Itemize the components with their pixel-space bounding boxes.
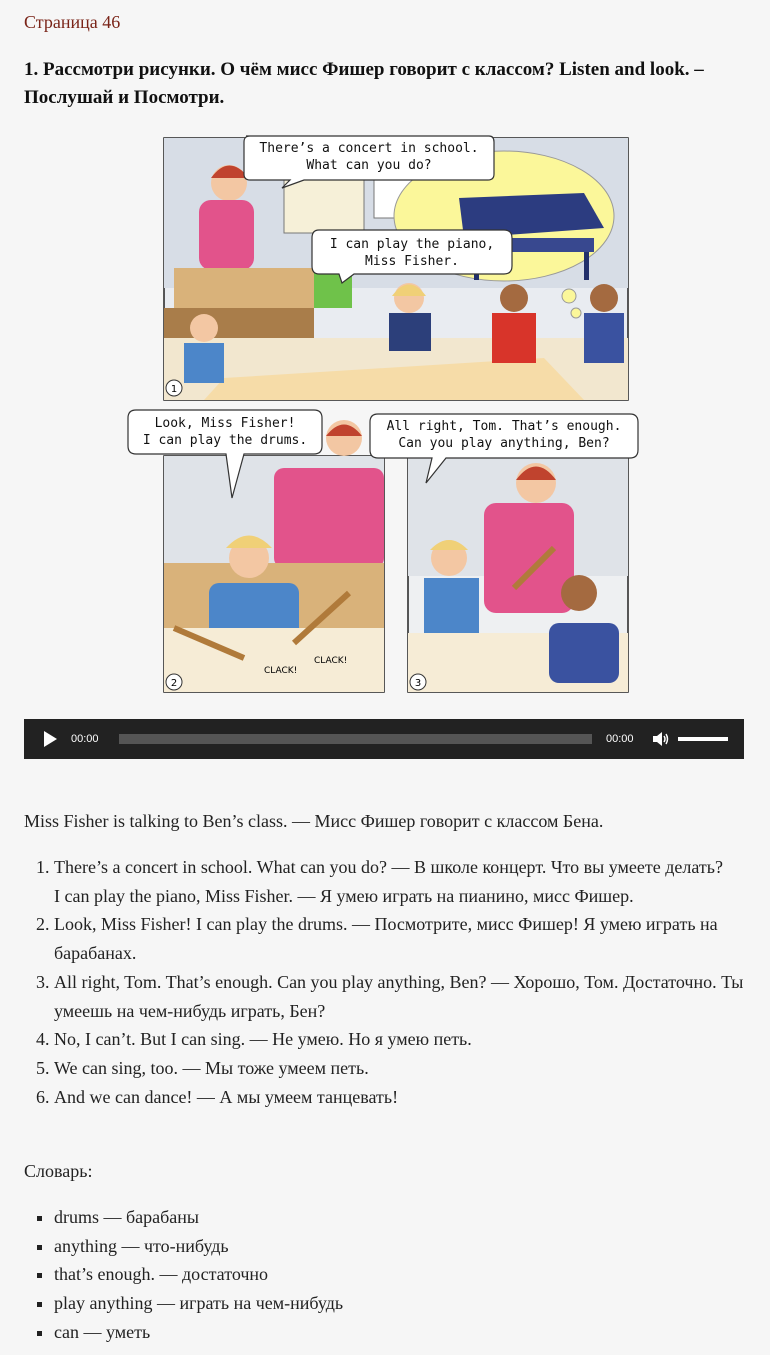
- list-item: 2. Look, Miss Fisher! I can play the drums. — Посмотрите, мисс Фишер! Я умею играть на барабанах.: [54, 910, 744, 967]
- svg-text:Can you play anything, Ben?: Can you play anything, Ben?: [398, 436, 610, 451]
- svg-text:There’s a concert in school.: There’s a concert in school.: [259, 141, 479, 156]
- list-item: ▪ drums — барабаны: [54, 1203, 343, 1232]
- list-item: 3. All right, Tom. That’s enough. Can you play anything, Ben? — Хорошо, Том. Достаточно. Ты умеешь на чем-нибудь играть, Бен?: [54, 968, 744, 1025]
- list-item: 6. And we can dance! — А мы умеем танцевать!: [54, 1083, 744, 1112]
- dictionary-title: Словарь:: [24, 1161, 93, 1181]
- list-item: ▪ that’s enough. — достаточно: [54, 1260, 343, 1289]
- svg-text:CLACK!: CLACK!: [264, 666, 298, 676]
- svg-text:CLACK!: CLACK!: [314, 656, 348, 666]
- svg-text:1: 1: [170, 384, 178, 395]
- comic-panel-3: [370, 414, 638, 692]
- list-item: ▪ can — уметь: [54, 1318, 343, 1347]
- svg-text:All right, Tom. That’s enough.: All right, Tom. That’s enough.: [386, 419, 622, 434]
- list-item-continuation: I can play the piano, Miss Fisher. — Я умею играть на пианино, мисс Фишер.: [54, 885, 634, 906]
- dictionary-list: [24, 1203, 343, 1347]
- progress-track[interactable]: [119, 734, 592, 744]
- audio-player: [24, 719, 744, 759]
- list-item: ▪ play anything — играть на чем-нибудь: [54, 1289, 343, 1318]
- comic-illustration: [142, 138, 628, 692]
- duration: 00:00: [606, 733, 634, 745]
- comic-panel-1: [164, 136, 628, 400]
- svg-text:Look, Miss Fisher!: Look, Miss Fisher!: [154, 416, 296, 431]
- svg-text:What can you do?: What can you do?: [306, 158, 432, 173]
- speech-bubble-concert: [244, 136, 494, 188]
- svg-text:I can play the drums.: I can play the drums.: [142, 433, 308, 448]
- current-time: 00:00: [71, 733, 99, 745]
- play-icon[interactable]: [44, 731, 57, 747]
- list-item: 1. There’s a concert in school. What can you do? — В школе концерт. Что вы умеете делать? I can play the piano, Miss Fisher. — Я умею играть на пианино, мисс Фишер.: [54, 853, 744, 910]
- svg-text:2: 2: [170, 678, 178, 689]
- dialog-list: [24, 853, 744, 1111]
- comic-panel-2: [128, 410, 384, 692]
- svg-text:I can play the piano,: I can play the piano,: [329, 237, 495, 252]
- list-item: ▪ anything — что-нибудь: [54, 1232, 343, 1261]
- page-number: Страница 46: [24, 12, 121, 32]
- exercise-title: 1. Рассмотри рисунки. О чём мисс Фишер говорит с классом? Listen and look. – Послушай и Посмотри.: [24, 59, 704, 108]
- intro-text: Miss Fisher is talking to Ben’s class. — Мисс Фишер говорит с классом Бена.: [24, 811, 604, 831]
- volume-icon[interactable]: [652, 731, 670, 747]
- volume-slider[interactable]: [678, 737, 728, 741]
- list-item: 5. We can sing, too. — Мы тоже умеем петь.: [54, 1054, 744, 1083]
- list-item: 4. No, I can’t. But I can sing. — Не умею. Но я умею петь.: [54, 1025, 744, 1054]
- svg-text:3: 3: [414, 678, 422, 689]
- svg-text:Miss Fisher.: Miss Fisher.: [365, 254, 459, 269]
